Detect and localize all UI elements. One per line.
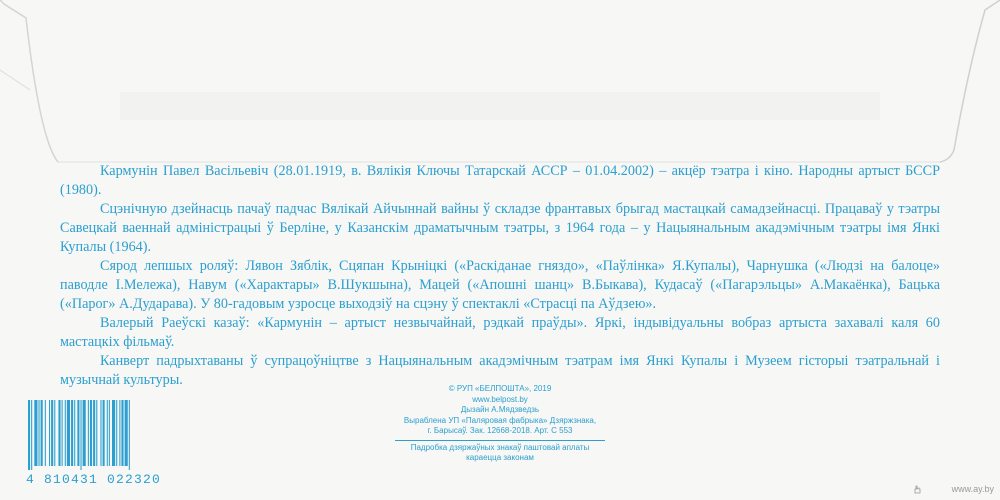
barcode-bar: [112, 400, 115, 466]
imprint-website: www.belpost.by: [472, 394, 528, 404]
barcode-bar: [100, 400, 101, 466]
paragraph-career: Сцэнічную дзейнасць пачаў падчас Вялікай Айчыннай вайны ў складзе франтавых брыгад мастацкай самадзейнасці. Працаваў у тэатры Савецкай ваеннай адміністрацыі ў Берліне, у Казанскім драматычным тэатры, з 1964 года – у Нацыянальным акадэмічным тэатры імя Янкі Купалы (1964).: [60, 201, 940, 255]
imprint-designer: Дызайн А.Мядзведзь: [460, 405, 540, 414]
paragraph-roles: Сярод лепшых роляў: Лявон Зяблік, Сцяпан Крыніцкі («Раскіданае гняздо», «Паўлінка» Я.Купалы), Чарнушка («Людзі на балоце» паводле І.Мележа), Навум («Характары» В.Шукшына), Мацей («Апошні шанц» В.Быкава), Кудасаў («Пагарэльцы» А.Макаёнка), Бацька («Парог» А.Дударава). У 80-гадовым узросце выходзіў на сцэну ў спектаклі «Страсці па Аўдзею».: [60, 258, 940, 312]
barcode-bar: [51, 400, 53, 466]
barcode-bar: [67, 400, 70, 466]
barcode-digits: 4 810431 022320: [26, 472, 162, 487]
barcode-bar: [71, 400, 73, 466]
imprint-printer-line2: г. Барысаў. Зак. 12668-2018. Арт. С 553: [427, 426, 573, 435]
barcode-bar: [119, 400, 120, 466]
barcode-bar: [107, 400, 108, 466]
barcode-bar: [41, 400, 43, 466]
barcode-bar: [34, 400, 37, 466]
barcode-bar: [54, 400, 55, 466]
barcode-bar: [103, 400, 105, 466]
paragraph-quote: Валерый Раеўскі казаў: «Кармунін – артыст незвычайнай, рэдкай праўды». Яркі, індывідуальны вобраз артыста захавалі каля 60 мастацкіх фільмаў.: [60, 315, 940, 350]
imprint-notice: [395, 440, 605, 464]
imprint-copyright: © РУП «БЕЛПОШТА», 2019: [448, 384, 552, 393]
imprint-notice-line1: Падробка дзяржаўных знакаў паштовай аплаты: [410, 442, 590, 452]
barcode-bar: [45, 400, 46, 466]
barcode-bar: [77, 400, 79, 466]
paragraph-cooperation: Канверт падрыхтаваны ў супрацоўніцтве з Нацыянальным акадэмічным тэатрам імя Янкі Купалы і Музеем гісторыі тэатральнай і музычнай культуры.: [60, 353, 940, 388]
watermark: www.ay.by: [951, 484, 994, 494]
barcode-bar: [81, 400, 82, 470]
barcode-bar: [109, 400, 110, 466]
imprint-notice-line2: караецца законам: [466, 453, 534, 462]
barcode-bar: [129, 400, 130, 470]
barcode-bar: [39, 400, 40, 466]
barcode-bar: [49, 400, 50, 466]
barcode-bar: [93, 400, 95, 466]
imprint-printer-line1: Выраблена УП «Паляровая фабрыка» Дзяржзнака,: [403, 415, 597, 425]
barcode-bar: [83, 400, 86, 466]
barcode-bar: [58, 400, 60, 466]
hand-icon: [913, 485, 922, 494]
barcode-bar: [125, 400, 128, 466]
barcode-bar: [31, 400, 32, 470]
barcode-bar: [62, 400, 63, 466]
imprint-block: [360, 384, 640, 464]
envelope-description: [60, 162, 940, 390]
barcode-bar: [90, 400, 92, 466]
barcode: [26, 400, 231, 470]
paragraph-biography: Кармунін Павел Васільевіч (28.01.1919, в. Вялікія Ключы Татарскай АССР – 01.04.2002) – акцёр тэатра і кіно. Народны артыст БССР (1980).: [60, 163, 940, 198]
barcode-bar: [88, 400, 89, 466]
barcode-bar: [65, 400, 66, 466]
barcode-bar: [96, 400, 97, 466]
barcode-bar: [121, 400, 123, 466]
barcode-bar: [116, 400, 117, 466]
barcode-bar: [28, 400, 30, 470]
barcode-bar: [74, 400, 75, 466]
